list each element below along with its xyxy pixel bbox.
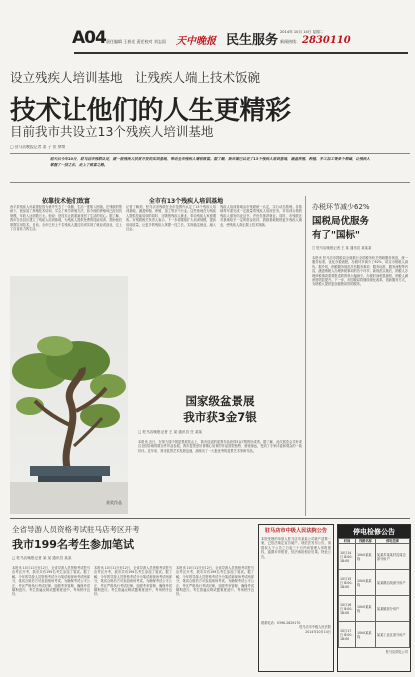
notice-date: 2014年10月14日 — [305, 629, 331, 634]
outage-cell: 某某工业区部分用户 — [375, 622, 409, 648]
bonsai-text: 本报讯 近日，在第九届中国盆景展览会上，我市选送的盆景作品获得3金7银的好成绩。据了解，此次展览会共有来自全国各地的数百件作品参展，我市盆景爱好者精心培育的作品造型独特、意境深远，受到了专家评委和观众的一致好评。近年来，我市盆景艺术发展迅速，涌现出了一大批优秀的盆景艺术家和作品。 — [138, 440, 302, 453]
hotline-number: 2830110 — [302, 35, 351, 46]
tax-kicker: 办税环节减少62% — [312, 203, 370, 211]
notice-title: 驻马店市中级人民法院公告 — [264, 528, 328, 534]
lead-subhead: 目前我市共设立13个残疾人培训基地 — [10, 124, 214, 139]
exam-byline: □ 驻马店晚报记者 某 某 通讯员 某某 — [12, 556, 72, 560]
outage-cell: 10月15日 8:00-18:00 — [339, 570, 356, 596]
outage-title: 停电检修公告 — [338, 525, 410, 538]
tax-headline-2: 有了"国标" — [312, 230, 360, 241]
bonsai-byline: □ 驻马店晚报记者 王 某 通讯员 任 某某 — [138, 430, 203, 434]
notice-signer: 驻马店市中级人民法院 — [299, 625, 331, 630]
exam-text-col3: 本报讯 10月11日至12日，全省导游人员资格考试驻马店考区开考，我市共有199名考生参加了笔试。据了解，今年的导游人员资格考试分为笔试和现场考试两部分，笔试合格后方可参加现场考试。为确保考试公平公正，考区严格执行考试纪律，加强考务管理，确保考试顺利进行。考生普遍反映试题难度适中，考场秩序良好。 — [176, 566, 254, 597]
lead-col1-text: 西平县残疾人孙某曾经因为意外失去了一条腿，生活一度陷入困境。在残联的帮助下，他参加了养殖技术培训，学会了科学养殖方法，如今他的养殖场已经初具规模，年收入达到数万元。他说：是技术让我重新找回了生活的信心。据了解，我市在各县区建立了残疾人培训基地，为残疾人提供免费的技能培训，帮助他们掌握实用技术。目前，全市已有上千名残疾人通过培训实现了就业或创业，过上了自食其力的生活。 — [10, 205, 122, 232]
header-rule — [74, 52, 408, 54]
table-row — [339, 570, 410, 596]
tax-text: 本报讯 驻马店市国税局全面推行全国税务机关纳税服务规范，统一服务标准，优化办税流程，办税环节减少了62%，切实为纳税人减负。据介绍，纳税服务规范共有服务事项、服务标准、服务流程等内容，涵盖纳税人办理涉税事项的各个环节。新规范实施后，纳税人办理涉税事项需要报送的资料大幅减少，办税时间明显缩短，纳税人满意度明显提升。下一步，市国税局将继续深化改革，创新服务方式，为纳税人提供更加便捷高效的服务。 — [312, 256, 408, 287]
exam-text-col2: 本报讯 10月11日至12日，全省导游人员资格考试驻马店考区开考，我市共有199名考生参加了笔试。据了解，今年的导游人员资格考试分为笔试和现场考试两部分，笔试合格后方可参加现场考试。为确保考试公平公正，考区严格执行考试纪律，加强考务管理，确保考试顺利进行。考生普遍反映试题难度适中，考场秩序良好。 — [94, 566, 172, 597]
hotline-label: 新闻热线： — [280, 39, 300, 44]
bonsai-headline-2: 我市获3金7银 — [183, 410, 257, 424]
outage-cell: 10月14日 8:00-18:00 — [339, 544, 356, 570]
lead-headline: 技术让他们的人生更精彩 — [10, 96, 291, 126]
table-row — [339, 596, 410, 622]
column-divider — [305, 196, 306, 516]
outage-cell: 10kV某某线 — [356, 570, 376, 596]
outage-col-time: 时间 — [339, 539, 356, 544]
exam-headline: 我市199名考生参加笔试 — [12, 538, 134, 551]
header-editors: 责任编辑 王春光 责任校对 刘志国 — [106, 39, 166, 44]
lead-col3-text: 残疾人培训基地由市残联统一认定，实行动态管理。各基地每年需完成一定数量的残疾人培训任务，对培训合格的残疾人颁发结业证书，并优先推荐就业。同时，市残联还对基地给予一定的资金扶持，鼓励基地吸纳更多残疾人就业，使残疾人真正端上技术饭碗。 — [220, 205, 302, 227]
outage-cell: 某某镇部分用户 — [375, 596, 409, 622]
bonsai-photo — [10, 276, 128, 514]
outage-footer: 驻马店供电公司 — [385, 650, 408, 654]
table-row — [339, 622, 410, 648]
section-title: 民生服务 — [226, 33, 279, 48]
outage-cell: 10kV某某线 — [356, 544, 376, 570]
outage-cell: 10月17日 8:00-18:00 — [339, 622, 356, 648]
outage-cell: 10kV某某线 — [356, 596, 376, 622]
lead-col2-title: 全市有13个残疾人培训基地 — [148, 198, 224, 205]
outage-cell: 某某乡某某村及周边部分用户 — [375, 544, 409, 570]
lead-intro-box — [10, 153, 410, 183]
notice-text: 本院受理的申请人驻马店市某某公司破产清算一案，已依法裁定宣告破产。现依法发布公告，请债权人于公告之日起三十日内向管理人申报债权，逾期未申报者，依法承担相应后果。特此公告。 — [261, 537, 331, 559]
tax-headline-1: 国税局优服务 — [312, 216, 370, 227]
notice-contact: 联系电话：0396-2829170 — [261, 621, 301, 625]
outage-col-area: 停电范围 — [375, 539, 409, 544]
lead-intro: 前天从今年10月，驻马店市残联认定，建一批残疾人扶贫开发的实训基地，带动全市残疾人增收致富。据了解，我市现已认定了13个残疾人培训基地，涵盖养殖、种植、手工加工等多个领域，让残疾人掌握了一技之长，走上了致富之路。 — [50, 157, 370, 167]
court-notice — [258, 524, 334, 672]
section-rule — [10, 518, 410, 519]
outage-cell: 10月16日 8:00-18:00 — [339, 596, 356, 622]
outage-col-line: 线路名称 — [356, 539, 376, 544]
outage-cell: 10kV某某线 — [356, 622, 376, 648]
header-date: 2014年 10月 14日 星期二 — [280, 30, 324, 34]
outage-table — [338, 538, 410, 648]
lead-kicker: 设立残疾人培训基地 让残疾人端上技术饭碗 — [10, 70, 261, 85]
page-number: A04 — [72, 28, 106, 48]
photo-caption: 获奖作品 — [106, 500, 122, 505]
outage-cell: 某某路沿线部分用户 — [375, 570, 409, 596]
bonsai-image — [10, 276, 128, 514]
lead-col2-text: 记者了解到，驻马店市残联在全市范围内认定了13个残疾人培训基地，涵盖种植、养殖、加工等多个行业。这些基地在为残疾人提供技能培训的同时，还吸纳残疾人就业，带动残疾人家庭增收。市残联相关负责人表示，下一步将继续扩大培训规模，提高培训质量，让更多的残疾人掌握一技之长，实现稳定就业，融入社会。 — [126, 205, 216, 232]
brand-logo: 天中晚报 — [176, 36, 216, 47]
lead-col1-title: 依靠技术他们致富 — [41, 198, 90, 205]
lead-byline: □ 驻马店晚报记者 姜 子 张 黎黎 — [10, 145, 66, 149]
outage-notice — [337, 524, 411, 672]
table-row — [339, 544, 410, 570]
exam-text-col1: 本报讯 10月11日至12日，全省导游人员资格考试驻马店考区开考，我市共有199名考生参加了笔试。据了解，今年的导游人员资格考试分为笔试和现场考试两部分，笔试合格后方可参加现场考试。为确保考试公平公正，考区严格执行考试纪律，加强考务管理，确保考试顺利进行。考生普遍反映试题难度适中，考场秩序良好。 — [12, 566, 90, 597]
exam-kicker: 全省导游人员资格考试驻马店考区开考 — [12, 525, 140, 534]
tax-byline: □ 驻马店晚报记者 王 某 通讯员 某某某 — [312, 246, 372, 250]
bonsai-headline-1: 国家级盆景展 — [185, 394, 255, 408]
